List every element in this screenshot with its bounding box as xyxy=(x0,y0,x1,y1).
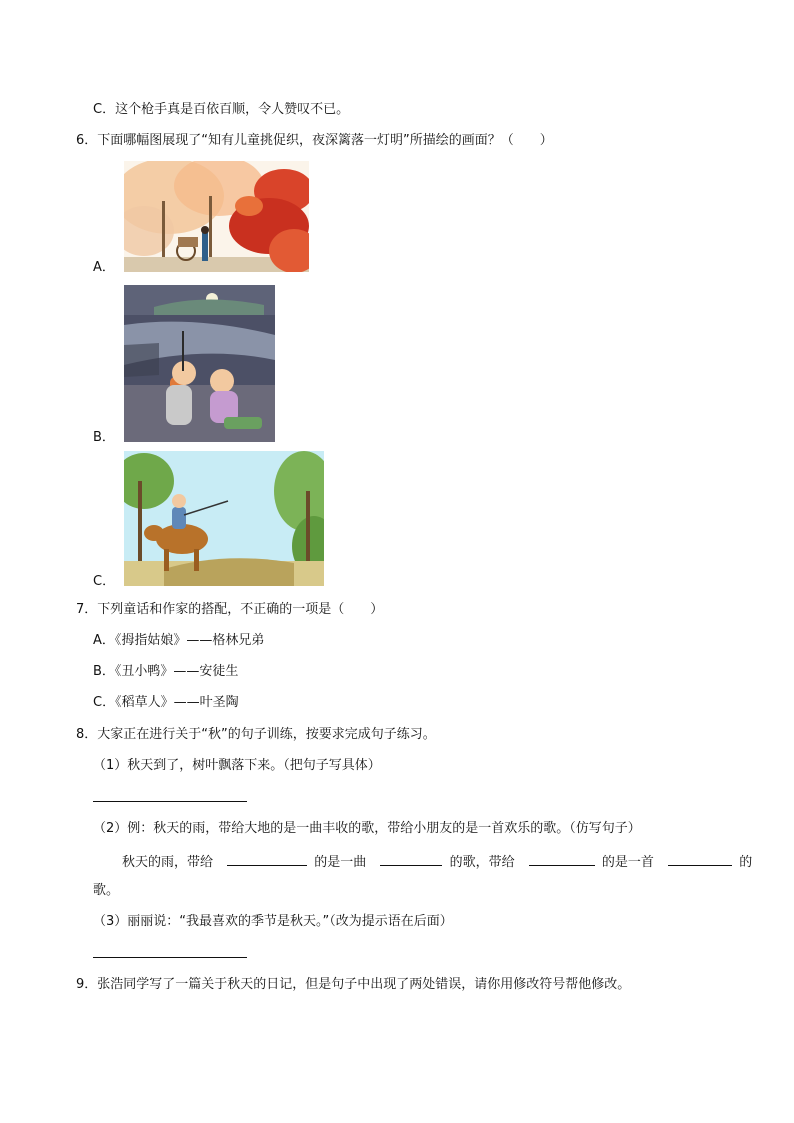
q7-stem: 7．下列童话和作家的搭配，不正确的一项是（ ） xyxy=(76,602,384,617)
q8-part2-s4: 的是一首 xyxy=(601,855,654,870)
q8-part3-answer-line[interactable] xyxy=(93,957,247,958)
q8-part1-answer-line[interactable] xyxy=(93,801,247,802)
q8-part2-blank-2[interactable] xyxy=(380,851,442,866)
q8-part2-blank-1[interactable] xyxy=(227,851,307,866)
q8-part2-s5: 的 xyxy=(739,855,753,870)
q8-part2-s1: 秋天的雨，带给 xyxy=(122,855,214,870)
q8-part2: （2）例：秋天的雨，带给大地的是一曲丰收的歌，带给小朋友的是一首欢乐的歌。（仿写句子） xyxy=(93,821,641,836)
q8-part2-sentence xyxy=(122,851,752,872)
q6-option-c-label: C． xyxy=(93,574,116,589)
q6-option-b-image[interactable] xyxy=(124,285,275,442)
q7-option-b: B．《丑小鸭》——安徒生 xyxy=(93,664,239,679)
q6-option-c-image[interactable] xyxy=(124,451,324,586)
q8-part2-blank-3[interactable] xyxy=(529,851,595,866)
q8-part2-s6: 歌。 xyxy=(93,883,120,898)
q6-option-b-label: B． xyxy=(93,430,115,445)
q8-part3: （3）丽丽说：“我最喜欢的季节是秋天。”（改为提示语在后面） xyxy=(93,914,453,929)
q6-option-a-label: A． xyxy=(93,260,115,275)
q8-part1: （1）秋天到了，树叶飘落下来。（把句子写具体） xyxy=(93,758,381,773)
q7-option-a: A．《拇指姑娘》——格林兄弟 xyxy=(93,633,265,648)
q6-option-a-image[interactable] xyxy=(124,161,309,272)
q8-part2-s2: 的是一曲 xyxy=(314,855,367,870)
q5-option-c: C．这个枪手真是百依百顺，令人赞叹不已。 xyxy=(93,102,350,117)
q7-option-c: C．《稻草人》——叶圣陶 xyxy=(93,695,239,710)
q6-stem: 6．下面哪幅图展现了“知有儿童挑促织，夜深篱落一灯明”所描绘的画面？（ ） xyxy=(76,133,553,148)
q8-stem: 8．大家正在进行关于“秋”的句子训练，按要求完成句子练习。 xyxy=(76,727,436,742)
q9-stem: 9．张浩同学写了一篇关于秋天的日记，但是句子中出现了两处错误，请你用修改符号帮他修改。 xyxy=(76,977,631,992)
q8-part2-blank-4[interactable] xyxy=(668,851,732,866)
q8-part2-s3: 的歌，带给 xyxy=(449,855,515,870)
